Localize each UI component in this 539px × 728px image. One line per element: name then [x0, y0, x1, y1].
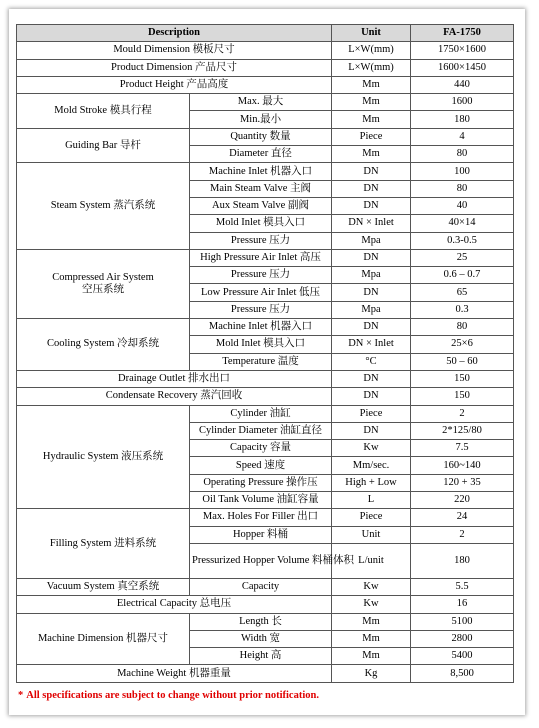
row-unit: Kw — [332, 440, 411, 457]
sub-label: Height 高 — [190, 648, 332, 665]
sub-label: Quantity 数量 — [190, 128, 332, 145]
row-unit: DN — [332, 163, 411, 180]
row-label: Condensate Recovery 蒸汽回收 — [17, 388, 332, 405]
group-label — [17, 249, 190, 318]
row-value: 0.3-0.5 — [411, 232, 514, 249]
table-row — [17, 613, 514, 630]
row-unit: Kg — [332, 665, 411, 682]
sub-label: Pressure 压力 — [190, 267, 332, 284]
row-value: 65 — [411, 284, 514, 301]
row-unit: DN — [332, 370, 411, 387]
sub-label: Mold Inlet 模具入口 — [190, 215, 332, 232]
sub-label: Min.最小 — [190, 111, 332, 128]
row-unit: Piece — [332, 128, 411, 145]
group-label: Hydraulic System 液压系统 — [17, 405, 190, 509]
row-unit: DN — [332, 319, 411, 336]
row-unit: Kw — [332, 596, 411, 613]
row-value: 25 — [411, 249, 514, 266]
sub-label: Pressurized Hopper Volume 料桶体积 — [190, 543, 332, 578]
sub-label: Length 长 — [190, 613, 332, 630]
row-value: 2800 — [411, 630, 514, 647]
row-value: 180 — [411, 111, 514, 128]
row-value: 25×6 — [411, 336, 514, 353]
row-unit: Mm — [332, 111, 411, 128]
sub-label: Oil Tank Volume 油缸容量 — [190, 492, 332, 509]
sub-label: Temperature 温度 — [190, 353, 332, 370]
row-value: 150 — [411, 370, 514, 387]
row-value: 440 — [411, 76, 514, 93]
row-unit: L×W(mm) — [332, 59, 411, 76]
table-row — [17, 405, 514, 422]
group-label: Mold Stroke 模具行程 — [17, 94, 190, 129]
row-value: 0.6 – 0.7 — [411, 267, 514, 284]
sub-label: Capacity 容量 — [190, 440, 332, 457]
header-row — [17, 25, 514, 42]
group-label: Guiding Bar 导杆 — [17, 128, 190, 163]
sub-label: Operating Pressure 操作压 — [190, 474, 332, 491]
row-unit: Piece — [332, 405, 411, 422]
row-label: Machine Weight 机器重量 — [17, 665, 332, 682]
sub-label: Width 宽 — [190, 630, 332, 647]
row-label: Mould Dimension 模板尺寸 — [17, 42, 332, 59]
row-value: 220 — [411, 492, 514, 509]
row-value: 50 – 60 — [411, 353, 514, 370]
header-description: Description — [17, 25, 332, 42]
table-row — [17, 596, 514, 613]
sub-label: Machine Inlet 机器入口 — [190, 163, 332, 180]
row-value: 80 — [411, 146, 514, 163]
row-value: 2 — [411, 405, 514, 422]
row-value: 150 — [411, 388, 514, 405]
row-unit: Mm — [332, 146, 411, 163]
table-row — [17, 249, 514, 266]
row-unit: Mm — [332, 613, 411, 630]
sub-label: Cylinder 油缸 — [190, 405, 332, 422]
row-unit: DN — [332, 284, 411, 301]
row-unit: Unit — [332, 526, 411, 543]
row-label: Product Dimension 产品尺寸 — [17, 59, 332, 76]
row-unit: DN × Inlet — [332, 215, 411, 232]
group-label: Steam System 蒸汽系统 — [17, 163, 190, 249]
row-value: 1750×1600 — [411, 42, 514, 59]
sub-label: Pressure 压力 — [190, 232, 332, 249]
group-label: Filling System 进料系统 — [17, 509, 190, 579]
sub-label: Aux Steam Valve 副阀 — [190, 197, 332, 214]
row-value: 160~140 — [411, 457, 514, 474]
row-value: 16 — [411, 596, 514, 613]
row-unit: Mm — [332, 76, 411, 93]
row-unit: DN — [332, 388, 411, 405]
row-unit: Mpa — [332, 301, 411, 318]
row-unit: Kw — [332, 578, 411, 595]
row-label: Electrical Capacity 总电压 — [17, 596, 332, 613]
row-value: 4 — [411, 128, 514, 145]
row-value: 5400 — [411, 648, 514, 665]
row-value: 1600×1450 — [411, 59, 514, 76]
group-label: Machine Dimension 机器尺寸 — [17, 613, 190, 665]
table-row — [17, 665, 514, 682]
sub-label: Low Pressure Air Inlet 低压 — [190, 284, 332, 301]
sub-label: Max. 最大 — [190, 94, 332, 111]
table-row — [17, 94, 514, 111]
row-value: 24 — [411, 509, 514, 526]
row-unit: DN — [332, 422, 411, 439]
row-value: 120 + 35 — [411, 474, 514, 491]
footnote-text: All specifications are subject to change without prior notification. — [26, 690, 319, 701]
row-value: 80 — [411, 180, 514, 197]
row-value: 8,500 — [411, 665, 514, 682]
sub-label: Speed 速度 — [190, 457, 332, 474]
row-value: 180 — [411, 543, 514, 578]
table-row — [17, 578, 514, 595]
row-value: 5.5 — [411, 578, 514, 595]
sub-label: Hopper 料桶 — [190, 526, 332, 543]
row-unit: DN — [332, 180, 411, 197]
row-value: 0.3 — [411, 301, 514, 318]
row-value: 2*125/80 — [411, 422, 514, 439]
row-unit: Mm — [332, 630, 411, 647]
row-value: 2 — [411, 526, 514, 543]
table-row — [17, 59, 514, 76]
row-unit: °C — [332, 353, 411, 370]
row-unit: DN — [332, 249, 411, 266]
row-unit: Mm — [332, 648, 411, 665]
row-unit: DN × Inlet — [332, 336, 411, 353]
sub-label: Max. Holes For Filler 出口 — [190, 509, 332, 526]
table-row — [17, 319, 514, 336]
footnote-star: * — [18, 690, 24, 701]
row-value: 40 — [411, 197, 514, 214]
group-label-cn: 空压系统 — [82, 283, 124, 295]
sub-label: Main Steam Valve 主阀 — [190, 180, 332, 197]
sub-label: Capacity — [190, 578, 332, 595]
row-unit: Mpa — [332, 232, 411, 249]
table-row — [17, 128, 514, 145]
row-value: 100 — [411, 163, 514, 180]
sub-label: Mold Inlet 模具入口 — [190, 336, 332, 353]
row-unit: DN — [332, 197, 411, 214]
header-model: FA-1750 — [411, 25, 514, 42]
row-unit: L — [332, 492, 411, 509]
row-label: Drainage Outlet 排水出口 — [17, 370, 332, 387]
table-row — [17, 42, 514, 59]
row-value: 7.5 — [411, 440, 514, 457]
row-unit: L/unit — [332, 543, 411, 578]
row-unit: Mm — [332, 94, 411, 111]
row-value: 5100 — [411, 613, 514, 630]
table-row — [17, 388, 514, 405]
table-row — [17, 163, 514, 180]
row-unit: Piece — [332, 509, 411, 526]
sub-label: High Pressure Air Inlet 高压 — [190, 249, 332, 266]
table-row — [17, 509, 514, 526]
table-row — [17, 370, 514, 387]
sub-label: Cylinder Diameter 油缸直径 — [190, 422, 332, 439]
group-label: Cooling System 冷却系统 — [17, 319, 190, 371]
row-value: 40×14 — [411, 215, 514, 232]
row-unit: High + Low — [332, 474, 411, 491]
row-unit: Mpa — [332, 267, 411, 284]
row-label: Product Height 产品高度 — [17, 76, 332, 93]
sub-label: Diameter 直径 — [190, 146, 332, 163]
spec-table — [16, 24, 514, 683]
header-unit: Unit — [332, 25, 411, 42]
row-value: 1600 — [411, 94, 514, 111]
sub-label: Pressure 压力 — [190, 301, 332, 318]
group-label-en: Compressed Air System — [52, 271, 154, 283]
row-unit: Mm/sec. — [332, 457, 411, 474]
sub-label: Machine Inlet 机器入口 — [190, 319, 332, 336]
row-unit: L×W(mm) — [332, 42, 411, 59]
disclaimer-footnote — [18, 690, 319, 701]
row-value: 80 — [411, 319, 514, 336]
table-row — [17, 76, 514, 93]
group-label: Vacuum System 真空系统 — [17, 578, 190, 595]
